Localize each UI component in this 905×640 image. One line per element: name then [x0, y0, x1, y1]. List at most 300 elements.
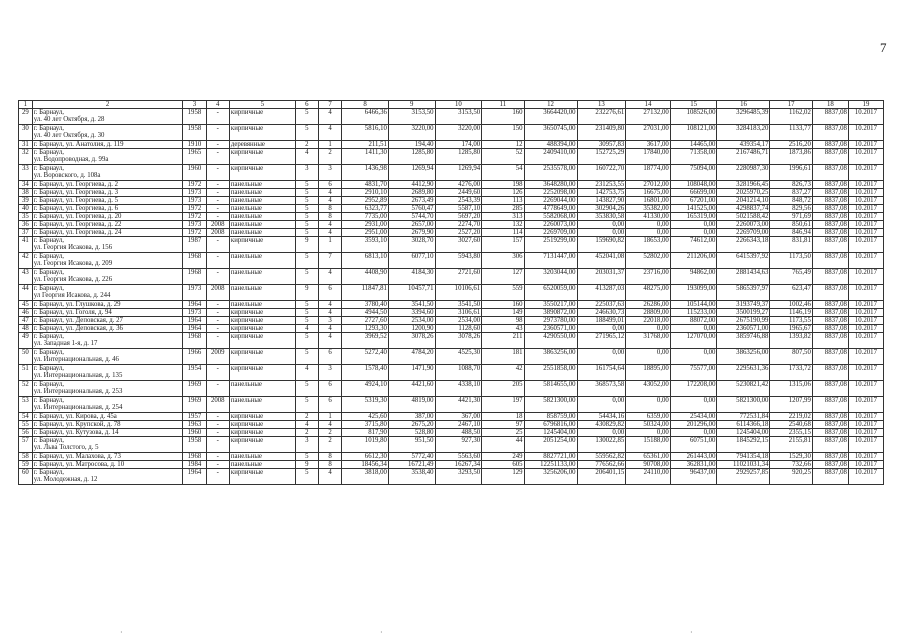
table-row	[19, 461, 884, 469]
table-cell: 0,00	[670, 325, 717, 333]
table-cell: 2041214,10	[717, 197, 770, 205]
table-cell: г. Барнаул, ул. Воровского, д. 108а	[32, 165, 183, 181]
table-cell: 8	[318, 205, 341, 213]
table-cell: 15188,00	[626, 437, 671, 453]
table-cell: г. Барнаул, ул. Интернациональная, д. 254	[32, 397, 183, 413]
table-row	[19, 397, 884, 413]
table-cell: -	[206, 469, 229, 485]
table-cell: 3078,26	[435, 333, 482, 349]
table-cell: 8837,08	[812, 461, 848, 469]
table-cell: 48275,00	[626, 285, 671, 301]
table-cell: 211,51	[342, 141, 389, 149]
table-cell: 0,00	[577, 397, 626, 413]
table-cell: 5	[295, 381, 318, 397]
table-cell: 2	[318, 437, 341, 453]
table-cell: 115233,00	[670, 309, 717, 317]
table-cell: 5563,60	[435, 453, 482, 461]
table-cell: 5	[295, 109, 318, 125]
table-cell: 1529,30	[770, 453, 812, 461]
table-cell: 1393,82	[770, 333, 812, 349]
table-cell: 2051254,00	[524, 437, 577, 453]
table-cell: 4	[295, 149, 318, 165]
table-cell: 0,00	[626, 349, 671, 365]
table-cell: 8837,08	[812, 181, 848, 189]
table-cell: 8837,08	[812, 429, 848, 437]
table-cell: 1162,02	[770, 109, 812, 125]
table-cell: 2543,39	[435, 197, 482, 205]
column-header: 2	[32, 101, 183, 109]
table-cell: 6520059,00	[524, 285, 577, 301]
table-cell: 1987	[183, 237, 206, 253]
table-cell: 198	[482, 181, 524, 189]
table-cell: 302904,26	[577, 205, 626, 213]
table-cell: 3193749,37	[717, 301, 770, 309]
table-cell: 201296,00	[670, 421, 717, 429]
scan-mark: ·	[380, 628, 383, 637]
table-cell: 1960	[183, 165, 206, 181]
table-cell: 197	[482, 397, 524, 413]
table-cell: 4298837,74	[717, 205, 770, 213]
table-cell: 8837,08	[812, 213, 848, 221]
table-cell: 27132,00	[626, 109, 671, 125]
table-cell: 90708,00	[626, 461, 671, 469]
table-cell: 846,94	[770, 229, 812, 237]
table-cell: 2266343,18	[717, 237, 770, 253]
column-header: 13	[577, 101, 626, 109]
table-cell: 10.2017	[848, 309, 883, 317]
column-header: 19	[848, 101, 883, 109]
table-cell: 181	[482, 349, 524, 365]
table-cell: 98	[482, 317, 524, 325]
table-cell: 2910,10	[342, 189, 389, 197]
table-cell: панельные	[229, 189, 295, 197]
table-cell: 43052,00	[626, 381, 671, 397]
table-row	[19, 453, 884, 461]
table-cell: 1088,70	[435, 365, 482, 381]
table-row	[19, 365, 884, 381]
table-cell: панельные	[229, 461, 295, 469]
table-cell: 6	[318, 285, 341, 301]
table-cell: 5865397,97	[717, 285, 770, 301]
table-body	[19, 101, 884, 485]
table-cell: 161754,64	[577, 365, 626, 381]
table-cell: 6796816,00	[524, 421, 577, 429]
table-cell: панельные	[229, 213, 295, 221]
table-cell: 31	[19, 141, 33, 149]
table-cell: кирпичные	[229, 149, 295, 165]
scan-mark: ·	[120, 628, 123, 637]
table-cell: 16721,49	[388, 461, 435, 469]
table-cell: 285	[482, 205, 524, 213]
table-cell: 1002,46	[770, 301, 812, 309]
table-cell: 6359,00	[626, 413, 671, 421]
column-header: 17	[770, 101, 812, 109]
table-cell: 3500199,27	[717, 309, 770, 317]
table-cell: 130022,85	[577, 437, 626, 453]
table-cell: 1200,90	[388, 325, 435, 333]
table-row	[19, 189, 884, 197]
table-cell: 4	[295, 421, 318, 429]
table-cell: 8837,08	[812, 253, 848, 269]
table-cell: 2519299,00	[524, 237, 577, 253]
table-cell: 41	[19, 237, 33, 253]
table-cell: 0,00	[577, 229, 626, 237]
table-cell: 0,00	[577, 325, 626, 333]
table-cell: 1293,30	[342, 325, 389, 333]
table-cell: кирпичные	[229, 413, 295, 421]
table-cell: 52802,00	[626, 253, 671, 269]
table-cell: 32	[19, 149, 33, 165]
table-cell: 50	[19, 349, 33, 365]
table-cell: 1969	[183, 381, 206, 397]
table-row	[19, 269, 884, 285]
table-cell: г. Барнаул, ул. Георгиева, д. 24	[32, 229, 183, 237]
table-cell: 4	[318, 333, 341, 349]
table-cell: 4	[318, 229, 341, 237]
table-cell: 12251133,00	[524, 461, 577, 469]
table-cell: 5272,40	[342, 349, 389, 365]
table-cell: 1958	[183, 109, 206, 125]
table-cell: 4	[318, 221, 341, 229]
table-cell: -	[206, 453, 229, 461]
table-cell: 39	[19, 197, 33, 205]
table-cell: 3859746,88	[717, 333, 770, 349]
table-cell: 47	[19, 317, 33, 325]
table-row	[19, 237, 884, 253]
table-cell: 1969	[183, 397, 206, 413]
table-cell: 6612,30	[342, 453, 389, 461]
table-cell: панельные	[229, 229, 295, 237]
table-row	[19, 141, 884, 149]
table-cell: 88072,00	[670, 317, 717, 325]
table-cell: 2269709,00	[524, 229, 577, 237]
table-cell: 2551858,00	[524, 365, 577, 381]
table-cell: -	[206, 317, 229, 325]
table-cell: 5582068,00	[524, 213, 577, 221]
table-cell: 3550217,00	[524, 301, 577, 309]
table-cell: 10.2017	[848, 213, 883, 221]
table-cell: 951,50	[388, 437, 435, 453]
table-cell: 10.2017	[848, 365, 883, 381]
column-header: 15	[670, 101, 717, 109]
table-cell: 920,25	[770, 469, 812, 485]
table-cell: 165319,00	[670, 213, 717, 221]
table-cell: 8837,08	[812, 285, 848, 301]
table-cell: 4	[318, 269, 341, 285]
table-cell: 1269,94	[435, 165, 482, 181]
table-cell: 5	[295, 349, 318, 365]
table-cell: 2679,90	[388, 229, 435, 237]
table-cell: 5821300,00	[524, 397, 577, 413]
table-cell: кирпичные	[229, 125, 295, 141]
table-cell: 10.2017	[848, 429, 883, 437]
table-cell: 2009	[206, 349, 229, 365]
table-cell: 51	[19, 365, 33, 381]
table-row	[19, 301, 884, 309]
table-cell: 4831,70	[342, 181, 389, 189]
table-cell: 18456,34	[342, 461, 389, 469]
table-cell: 2269709,00	[717, 229, 770, 237]
table-cell: 22018,00	[626, 317, 671, 325]
table-cell: 10.2017	[848, 301, 883, 309]
table-cell: 4408,90	[342, 269, 389, 285]
table-cell: 1964	[183, 301, 206, 309]
table-cell: 8837,08	[812, 365, 848, 381]
table-cell: 1269,94	[388, 165, 435, 181]
table-cell: 306	[482, 253, 524, 269]
table-cell: 52	[482, 149, 524, 165]
table-cell: 8837,08	[812, 437, 848, 453]
column-header: 5	[229, 101, 295, 109]
table-cell: 8837,08	[812, 269, 848, 285]
table-cell: 1984	[183, 461, 206, 469]
table-cell: 368573,58	[577, 381, 626, 397]
table-cell: 2675,20	[388, 421, 435, 429]
table-cell: 1968	[183, 453, 206, 461]
table-cell: 2	[295, 141, 318, 149]
table-cell: кирпичные	[229, 421, 295, 429]
table-cell: 3	[318, 317, 341, 325]
table-cell: 2167486,71	[717, 149, 770, 165]
table-cell: 129	[482, 469, 524, 485]
table-cell: г. Барнаул, ул. Западная 1-я, д. 17	[32, 333, 183, 349]
table-cell: 4184,30	[388, 269, 435, 285]
table-cell: 1996,61	[770, 165, 812, 181]
table-cell: 4944,50	[342, 309, 389, 317]
table-cell: панельные	[229, 221, 295, 229]
table-cell: 60751,00	[670, 437, 717, 453]
table-cell: г. Барнаул, ул. Интернациональная, д. 46	[32, 349, 183, 365]
table-cell: 6	[318, 381, 341, 397]
table-cell: 2951,00	[342, 229, 389, 237]
table-cell: 18774,00	[626, 165, 671, 181]
table-cell: 74612,00	[670, 237, 717, 253]
table-cell: 0,00	[626, 229, 671, 237]
table-cell: 1973	[183, 189, 206, 197]
table-cell: 97	[482, 421, 524, 429]
table-cell: кирпичные	[229, 333, 295, 349]
table-cell: 36	[19, 221, 33, 229]
table-cell: 0,00	[626, 325, 671, 333]
column-header: 8	[342, 101, 389, 109]
table-cell: 1958	[183, 125, 206, 141]
page-number: 7	[880, 40, 887, 55]
table-cell: 1968	[183, 333, 206, 349]
table-cell: 50324,00	[626, 421, 671, 429]
table-cell: 3220,00	[388, 125, 435, 141]
table-cell: 3664420,00	[524, 109, 577, 125]
table-cell: панельные	[229, 301, 295, 309]
table-cell: 1968	[183, 253, 206, 269]
table-cell: 34	[19, 181, 33, 189]
table-cell: 35	[19, 213, 33, 221]
table-cell: 2260073,00	[717, 221, 770, 229]
table-cell: 353830,58	[577, 213, 626, 221]
table-cell: г. Барнаул, ул. Георгиева, д. 20	[32, 213, 183, 221]
table-cell: 2280987,30	[717, 165, 770, 181]
table-cell: 2929257,85	[717, 469, 770, 485]
table-cell: 5	[295, 197, 318, 205]
table-cell: 1	[318, 141, 341, 149]
table-cell: 1315,06	[770, 381, 812, 397]
table-cell: 8837,08	[812, 349, 848, 365]
table-cell: 2540,68	[770, 421, 812, 429]
table-cell: 4784,20	[388, 349, 435, 365]
table-cell: 249	[482, 453, 524, 461]
data-table	[18, 100, 884, 485]
table-cell: 5319,30	[342, 397, 389, 413]
table-cell: 3078,26	[388, 333, 435, 349]
table-cell: 2534,00	[388, 317, 435, 325]
table-cell: кирпичные	[229, 469, 295, 485]
table-cell: 10.2017	[848, 253, 883, 269]
table-cell: г. Барнаул, ул. Георгиева, д. 3	[32, 189, 183, 197]
table-cell: кирпичные	[229, 309, 295, 317]
table-cell: 10.2017	[848, 269, 883, 285]
table-cell: 3969,52	[342, 333, 389, 349]
table-cell: 817,90	[342, 429, 389, 437]
table-row	[19, 125, 884, 141]
table-cell: 3	[295, 165, 318, 181]
table-cell: 1285,80	[435, 149, 482, 165]
table-cell: 1954	[183, 365, 206, 381]
table-cell: 152725,29	[577, 149, 626, 165]
table-cell: 8837,08	[812, 237, 848, 253]
table-cell: 8837,08	[812, 197, 848, 205]
table-cell: 5	[295, 269, 318, 285]
table-cell: 5821300,00	[717, 397, 770, 413]
table-cell: 96437,00	[670, 469, 717, 485]
table-cell: 65361,00	[626, 453, 671, 461]
table-cell: 0,00	[626, 221, 671, 229]
table-cell: 12	[482, 141, 524, 149]
table-cell: 4	[318, 421, 341, 429]
table-cell: 3153,50	[388, 109, 435, 125]
table-cell: 1133,77	[770, 125, 812, 141]
column-header: 6	[295, 101, 318, 109]
table-cell: 2534,00	[435, 317, 482, 325]
table-cell: 8837,08	[812, 325, 848, 333]
table-cell: 30	[19, 125, 33, 141]
table-cell: 66699,00	[670, 189, 717, 197]
table-cell: 2219,02	[770, 413, 812, 421]
table-cell: 1019,80	[342, 437, 389, 453]
table-cell: 5772,40	[388, 453, 435, 461]
table-cell: 10.2017	[848, 333, 883, 349]
table-cell: 58	[19, 453, 33, 461]
table-cell: -	[206, 365, 229, 381]
table-cell: 837,27	[770, 189, 812, 197]
table-cell: 452041,08	[577, 253, 626, 269]
table-cell: 271965,12	[577, 333, 626, 349]
table-cell: 27031,00	[626, 125, 671, 141]
table-cell: 46	[19, 309, 33, 317]
table-cell: 829,56	[770, 205, 812, 213]
table-cell: 188499,01	[577, 317, 626, 325]
table-cell: 1845292,15	[717, 437, 770, 453]
table-cell: кирпичные	[229, 365, 295, 381]
table-cell: 367,00	[435, 413, 482, 421]
table-cell: 3541,50	[435, 301, 482, 309]
table-cell: -	[206, 437, 229, 453]
table-cell: 108048,00	[670, 181, 717, 189]
table-cell: кирпичные	[229, 429, 295, 437]
table-cell: панельные	[229, 197, 295, 205]
table-cell: 33	[19, 165, 33, 181]
table-cell: 261443,00	[670, 453, 717, 461]
table-cell: 8837,08	[812, 141, 848, 149]
table-cell: 149	[482, 309, 524, 317]
table-cell: 8	[318, 453, 341, 461]
table-cell: 7	[318, 253, 341, 269]
table-row	[19, 149, 884, 165]
table-cell: 8837,08	[812, 205, 848, 213]
table-cell: 67201,00	[670, 197, 717, 205]
table-cell: 1285,80	[388, 149, 435, 165]
table-cell: 4	[295, 325, 318, 333]
table-cell: 10.2017	[848, 349, 883, 365]
column-header: 18	[812, 101, 848, 109]
table-cell: 3648280,00	[524, 181, 577, 189]
table-cell: 3293,50	[435, 469, 482, 485]
table-cell: 54434,16	[577, 413, 626, 421]
table-cell: 4338,10	[435, 381, 482, 397]
table-cell: -	[206, 429, 229, 437]
table-cell: 2881434,63	[717, 269, 770, 285]
column-header: 12	[524, 101, 577, 109]
table-cell: 2516,20	[770, 141, 812, 149]
table-cell: 205	[482, 381, 524, 397]
table-cell: 1973	[183, 285, 206, 301]
table-cell: г. Барнаул, ул. Георгиева, д. 22	[32, 221, 183, 229]
table-cell: -	[206, 197, 229, 205]
column-header: 10	[435, 101, 482, 109]
table-cell: 1972	[183, 181, 206, 189]
table-cell: 10.2017	[848, 461, 883, 469]
table-cell: г. Барнаул, ул. Льва Толстого, д. 5	[32, 437, 183, 453]
table-cell: 5587,10	[435, 205, 482, 213]
table-cell: 7941354,18	[717, 453, 770, 461]
table-cell: 7131447,00	[524, 253, 577, 269]
table-cell: 5814655,00	[524, 381, 577, 397]
table-cell: 765,49	[770, 269, 812, 285]
table-cell: 8837,08	[812, 309, 848, 317]
table-cell: 0,00	[670, 397, 717, 413]
table-cell: 23716,00	[626, 269, 671, 285]
table-cell: 5	[295, 253, 318, 269]
table-row	[19, 229, 884, 237]
table-cell: 8837,08	[812, 413, 848, 421]
table-cell: 2025970,25	[717, 189, 770, 197]
table-cell: г. Барнаул, ул. Георгиева, д. 6	[32, 205, 183, 213]
table-row	[19, 253, 884, 269]
table-cell: 3284183,20	[717, 125, 770, 141]
table-cell: -	[206, 461, 229, 469]
table-cell: 5816,10	[342, 125, 389, 141]
table-cell: 35382,00	[626, 205, 671, 213]
table-cell: 1436,98	[342, 165, 389, 181]
table-cell: 10.2017	[848, 397, 883, 413]
table-cell: 848,72	[770, 197, 812, 205]
table-cell: 3028,70	[388, 237, 435, 253]
table-cell: 0,00	[670, 349, 717, 365]
table-cell: 9	[295, 285, 318, 301]
table-cell: 807,50	[770, 349, 812, 365]
table-cell: 2657,00	[388, 221, 435, 229]
table-cell: г. Барнаул, ул. Молодежная, д. 12	[32, 469, 183, 485]
column-header: 7	[318, 101, 341, 109]
table-cell: 8837,08	[812, 125, 848, 141]
